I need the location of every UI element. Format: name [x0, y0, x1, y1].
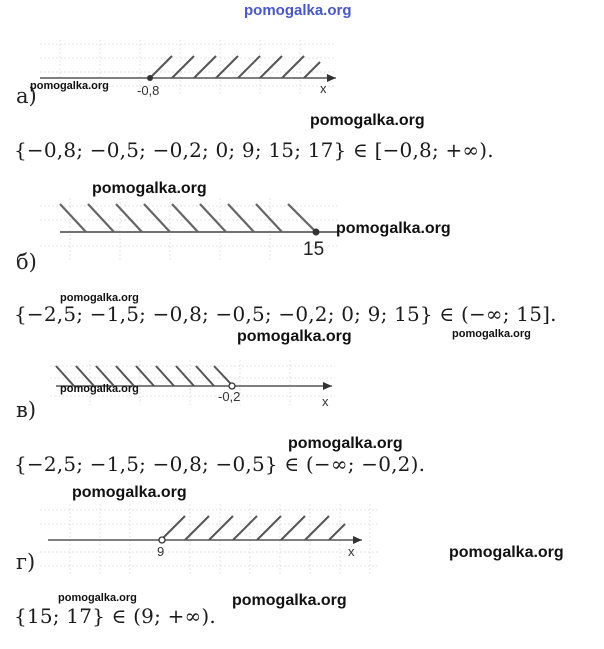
- watermark: pomogalka.org: [237, 328, 352, 345]
- watermark: pomogalka.org: [60, 292, 139, 304]
- axis-label-a: x: [320, 81, 327, 96]
- watermark: pomogalka.org: [452, 328, 531, 340]
- watermark: pomogalka.org: [58, 592, 137, 604]
- watermark: pomogalka.org: [60, 383, 139, 395]
- watermark-top: pomogalka.org: [244, 2, 352, 19]
- watermark: pomogalka.org: [72, 484, 187, 501]
- label-c: в): [16, 398, 37, 422]
- watermark: pomogalka.org: [92, 180, 207, 197]
- formula-c: {−2,5; −1,5; −0,8; −0,5} ∈ (−∞; −0,2).: [14, 452, 426, 476]
- formula-a: {−0,8; −0,5; −0,2; 0; 9; 15; 17} ∈ [−0,8; +∞).: [14, 138, 494, 162]
- watermark: pomogalka.org: [310, 112, 425, 129]
- formula-d: {15; 17} ∈ (9; +∞).: [14, 604, 216, 628]
- point-label-a: -0,8: [137, 83, 160, 98]
- watermark: pomogalka.org: [232, 592, 347, 609]
- point-label-b: 15: [303, 239, 325, 260]
- label-b: б): [16, 250, 37, 274]
- point-label-d: 9: [157, 544, 165, 559]
- watermark: pomogalka.org: [30, 80, 109, 92]
- axis-label-c: x: [322, 394, 329, 409]
- point-label-c: -0,2: [218, 389, 241, 404]
- watermark: pomogalka.org: [336, 220, 451, 237]
- watermark: pomogalka.org: [288, 435, 403, 452]
- watermark: pomogalka.org: [449, 544, 564, 561]
- formula-b: {−2,5; −1,5; −0,8; −0,5; −0,2; 0; 9; 15} ∈ (−∞; 15].: [14, 302, 557, 326]
- label-a: а): [16, 84, 37, 108]
- axis-label-d: x: [348, 544, 355, 559]
- label-d: г): [16, 550, 36, 574]
